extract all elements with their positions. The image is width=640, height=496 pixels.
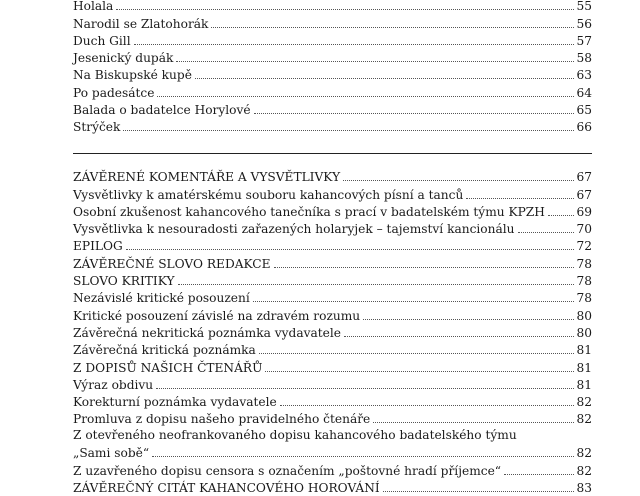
dot-leader bbox=[156, 388, 574, 389]
toc-entry-page: 78 bbox=[576, 291, 592, 306]
dot-leader bbox=[363, 319, 574, 320]
toc-entry-title: Kritické posouzení závislé na zdravém rozumu bbox=[73, 308, 361, 323]
toc-entry-title: Duch Gill bbox=[73, 33, 131, 48]
dot-leader bbox=[343, 180, 574, 181]
toc-entry-title-line1: Z otevřeného neofrankovaného dopisu kahancového badatelského týmu bbox=[73, 428, 517, 443]
toc-entry-page: 81 bbox=[576, 343, 592, 358]
toc-entry-title: Na Biskupské kupě bbox=[73, 68, 192, 83]
toc-entry-line2-row bbox=[73, 444, 592, 461]
toc-entry bbox=[73, 289, 592, 306]
dot-leader bbox=[383, 491, 575, 492]
dot-leader bbox=[274, 267, 575, 268]
toc-entry-page: 82 bbox=[576, 446, 592, 461]
toc-entry-title: Vysvětlivky k amatérskému souboru kahancových písní a tanců bbox=[73, 187, 464, 202]
toc-entry-page: 78 bbox=[576, 256, 592, 271]
toc-entry bbox=[73, 0, 592, 14]
dot-leader bbox=[152, 456, 574, 457]
toc-entry-page: 81 bbox=[576, 360, 592, 375]
toc-entry bbox=[73, 32, 592, 49]
toc-entry-title: Narodil se Zlatohorák bbox=[73, 16, 209, 31]
toc-entry bbox=[73, 49, 592, 66]
toc-entry bbox=[73, 168, 592, 185]
toc-entry-title: Promluva z dopisu našeho pravidelného čtenáře bbox=[73, 412, 371, 427]
toc-entry-title: Výraz obdivu bbox=[73, 377, 154, 392]
toc-entry-page: 70 bbox=[576, 222, 592, 237]
toc-entry bbox=[73, 220, 592, 237]
toc-entry bbox=[73, 185, 592, 202]
dot-leader bbox=[259, 353, 575, 354]
toc-entry-title: Po padesátce bbox=[73, 85, 155, 100]
toc-entry-page: 57 bbox=[576, 33, 592, 48]
dot-leader bbox=[253, 301, 575, 302]
toc-entry-title: Závěrečná kritická poznámka bbox=[73, 343, 256, 358]
toc-entry-title: Holala bbox=[73, 0, 114, 14]
toc-bottom-section bbox=[73, 168, 592, 496]
toc-entry bbox=[73, 393, 592, 410]
toc-entry-title: Z uzavřeného dopisu censora s označením „poštovné hradí příjemce“ bbox=[73, 463, 502, 478]
toc-entry bbox=[73, 237, 592, 254]
toc-entry bbox=[73, 14, 592, 31]
toc-entry-title: Nezávislé kritické posouzení bbox=[73, 291, 250, 306]
toc-entry bbox=[73, 461, 592, 478]
dot-leader bbox=[176, 61, 574, 62]
toc-entry-title: Strýček bbox=[73, 120, 121, 135]
toc-entry-page: 63 bbox=[576, 68, 592, 83]
toc-entry bbox=[73, 358, 592, 375]
toc-entry-page: 80 bbox=[576, 308, 592, 323]
toc-entry-title: Vysvětlivka k nesouradosti zařazených holaryjek – tajemství kancionálu bbox=[73, 222, 515, 237]
toc-entry-page: 67 bbox=[576, 170, 592, 185]
toc-entry-title: EPILOG bbox=[73, 239, 123, 254]
toc-entry bbox=[73, 341, 592, 358]
toc-entry-page: 82 bbox=[576, 463, 592, 478]
toc-entry bbox=[73, 272, 592, 289]
toc-entry bbox=[73, 101, 592, 118]
toc-entry-title: ZÁVĚRENÉ KOMENTÁŘE A VYSVĚTLIVKY bbox=[73, 170, 341, 185]
toc-entry-title-line2: „Sami sobě“ bbox=[73, 446, 150, 461]
toc-entry-title: Jesenický dupák bbox=[73, 51, 174, 66]
toc-entry bbox=[73, 479, 592, 496]
dot-leader bbox=[280, 405, 575, 406]
toc-entry-page: 72 bbox=[576, 239, 592, 254]
toc-entry bbox=[73, 376, 592, 393]
dot-leader bbox=[265, 371, 574, 372]
toc-entry bbox=[73, 254, 592, 271]
dot-leader bbox=[211, 27, 574, 28]
toc-top-section bbox=[73, 0, 592, 135]
dot-leader bbox=[373, 422, 574, 423]
toc-entry-page: 82 bbox=[576, 412, 592, 427]
section-divider bbox=[73, 153, 592, 154]
toc-entry bbox=[73, 324, 592, 341]
dot-leader bbox=[254, 113, 575, 114]
toc-entry-title: SLOVO KRITIKY bbox=[73, 274, 175, 289]
toc-entry-page: 56 bbox=[576, 16, 592, 31]
toc-entry bbox=[73, 118, 592, 135]
toc-entry-title: Z DOPISŮ NAŠICH ČTENÁŘŮ bbox=[73, 360, 263, 375]
dot-leader bbox=[504, 474, 574, 475]
toc-entry-page: 80 bbox=[576, 325, 592, 340]
dot-leader bbox=[134, 44, 575, 45]
dot-leader bbox=[178, 284, 575, 285]
dot-leader bbox=[195, 78, 575, 79]
toc-entry bbox=[73, 203, 592, 220]
dot-leader bbox=[126, 249, 575, 250]
toc-entry-page: 69 bbox=[576, 204, 592, 219]
toc-entry bbox=[73, 410, 592, 427]
toc-entry-title: Osobní zkušenost kahancového tanečníka s prací v badatelském týmu KPZH bbox=[73, 204, 545, 219]
toc-entry-page: 55 bbox=[576, 0, 592, 14]
toc-entry-page: 78 bbox=[576, 274, 592, 289]
toc-entry-title: Korekturní poznámka vydavatele bbox=[73, 395, 277, 410]
toc-entry-title: Závěrečná nekritická poznámka vydavatele bbox=[73, 325, 341, 340]
toc-entry-page: 64 bbox=[576, 85, 592, 100]
dot-leader bbox=[344, 336, 575, 337]
dot-leader bbox=[157, 96, 574, 97]
toc-entry-title: ZÁVĚREČNÝ CITÁT KAHANCOVÉHO HOROVÁNÍ bbox=[73, 481, 380, 496]
toc-entry-page: 83 bbox=[576, 481, 592, 496]
toc-entry-page: 82 bbox=[576, 395, 592, 410]
dot-leader bbox=[548, 215, 575, 216]
toc-entry bbox=[73, 83, 592, 100]
toc-entry-page: 58 bbox=[576, 51, 592, 66]
toc-entry-page: 65 bbox=[576, 103, 592, 118]
dot-leader bbox=[116, 9, 574, 10]
toc-entry-page: 67 bbox=[576, 187, 592, 202]
toc-entry-title: Balada o badatelce Horylové bbox=[73, 103, 251, 118]
toc-entry-page: 81 bbox=[576, 377, 592, 392]
toc-entry bbox=[73, 66, 592, 83]
dot-leader bbox=[466, 198, 574, 199]
toc-entry-title: ZÁVĚREČNÉ SLOVO REDAKCE bbox=[73, 256, 271, 271]
dot-leader bbox=[123, 130, 574, 131]
toc-entry-multiline bbox=[73, 427, 592, 461]
toc-entry bbox=[73, 306, 592, 323]
toc-entry-page: 66 bbox=[576, 120, 592, 135]
dot-leader bbox=[518, 232, 575, 233]
